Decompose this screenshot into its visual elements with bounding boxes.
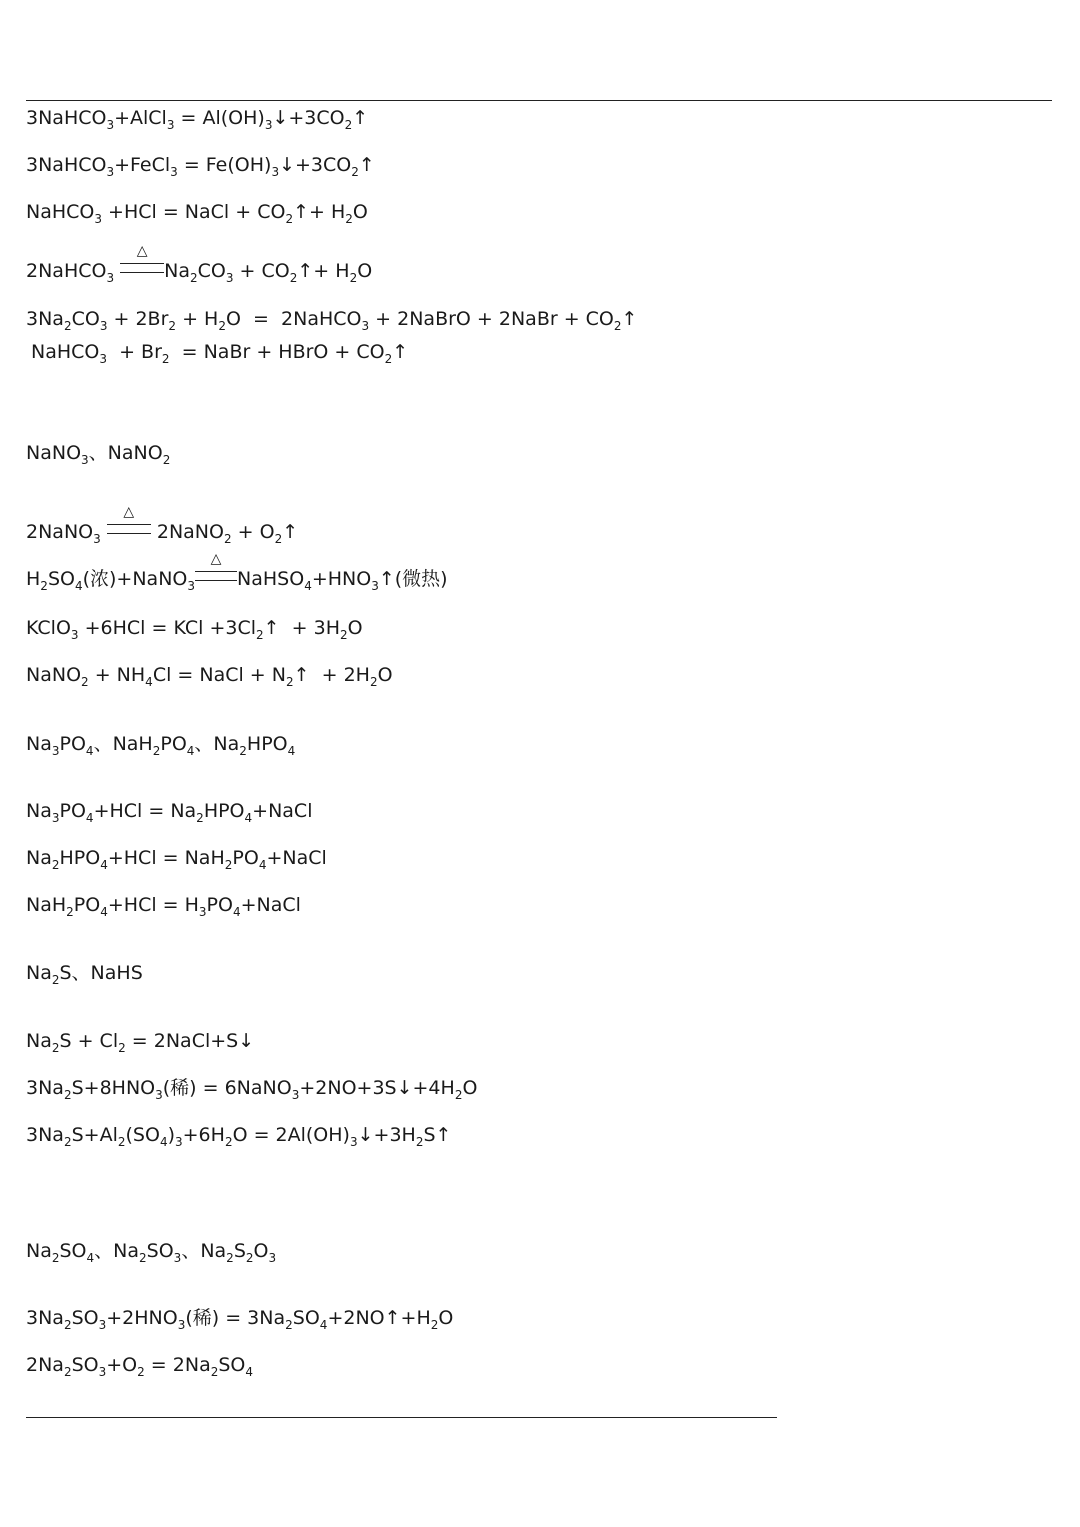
formula-text: SO — [292, 1307, 320, 1329]
subscript: 2 — [51, 973, 60, 987]
formula-text: O — [377, 664, 393, 686]
subscript: 2 — [196, 811, 204, 825]
top-divider — [26, 100, 1052, 101]
formula-text: +HCl = NaH — [107, 847, 225, 869]
subscript: 4 — [287, 744, 296, 758]
formula-text: SO — [59, 1240, 87, 1262]
formula-text: 3Na — [26, 1077, 64, 1099]
formula-text: = Al(OH) — [174, 107, 265, 129]
formula-text: O — [253, 1240, 269, 1262]
formula-text: + CO — [233, 260, 290, 282]
formula-text: = Fe(OH) — [177, 154, 272, 176]
equation-line — [26, 846, 327, 870]
subscript: 2 — [256, 628, 264, 642]
formula-text: = 2Na — [144, 1354, 211, 1376]
subscript: 3 — [225, 271, 234, 285]
formula-text: PO — [160, 733, 187, 755]
subscript: 3 — [177, 1318, 186, 1332]
formula-text: HPO — [203, 800, 245, 822]
formula-text: +6HCl = KCl +3Cl — [78, 617, 257, 639]
formula-text: +O — [106, 1354, 138, 1376]
subscript: 2 — [613, 319, 622, 333]
formula-text: Na — [26, 962, 52, 984]
formula-text: NaNO — [26, 442, 82, 464]
subscript: 2 — [285, 1318, 293, 1332]
formula-text: S+Al — [71, 1124, 118, 1146]
formula-text: Na — [26, 1030, 52, 1052]
subscript: 3 — [198, 905, 207, 919]
subscript: 2 — [168, 319, 177, 333]
equation-line — [26, 307, 637, 331]
subscript: 4 — [100, 858, 108, 872]
formula-text: 、NaH — [93, 733, 153, 755]
subscript: 2 — [161, 352, 170, 366]
equation-line — [26, 504, 299, 546]
subscript: 2 — [137, 1365, 145, 1379]
formula-text: 3NaHCO — [26, 107, 107, 129]
formula-text: Na — [26, 800, 52, 822]
formula-text: S+8HNO — [71, 1077, 156, 1099]
heating-condition-sign — [195, 551, 237, 581]
formula-text: Na — [26, 847, 52, 869]
formula-text: NaNO — [26, 664, 82, 686]
subscript: 2 — [289, 271, 298, 285]
subscript: 2 — [63, 1365, 72, 1379]
subscript: 3 — [175, 1135, 183, 1149]
subscript: 4 — [245, 1365, 254, 1379]
formula-text: NaHCO — [26, 201, 95, 223]
subscript: 2 — [51, 1041, 60, 1055]
subscript: 3 — [155, 1088, 163, 1102]
formula-text: ↑ — [352, 107, 369, 129]
formula-text: HPO — [246, 733, 288, 755]
subscript: 4 — [85, 811, 94, 825]
formula-text: Cl = NaCl + N — [152, 664, 286, 686]
formula-text: S↑ — [423, 1124, 452, 1146]
subscript: 2 — [239, 744, 247, 758]
formula-text: KClO — [26, 617, 71, 639]
equation-line — [26, 153, 375, 177]
formula-text: PO — [59, 800, 86, 822]
formula-text: ↑ + 2H — [293, 664, 370, 686]
formula-text: = 2NaCl+S↓ — [125, 1030, 255, 1052]
subscript: 2 — [63, 1318, 72, 1332]
subscript: 2 — [274, 532, 283, 546]
formula-text: (浓)+NaNO — [82, 568, 188, 590]
formula-text: 2NaHCO — [26, 260, 107, 282]
heat-triangle-icon: △ — [210, 551, 222, 567]
formula-text: S、NaHS — [59, 962, 143, 984]
subscript: 2 — [117, 1135, 126, 1149]
subscript: 2 — [351, 165, 359, 179]
formula-text: ↓+3CO — [279, 154, 352, 176]
subscript: 4 — [304, 579, 312, 593]
subscript: 3 — [70, 628, 79, 642]
subscript: 2 — [340, 628, 348, 642]
formula-text: SO — [71, 1354, 99, 1376]
formula-text: 3Na — [26, 1307, 64, 1329]
subscript: 3 — [98, 1318, 107, 1332]
formula-text: + O — [231, 521, 275, 543]
formula-text: PO — [73, 894, 101, 916]
formula-text: +HCl = H — [107, 894, 199, 916]
formula-text: SO — [218, 1354, 246, 1376]
subscript: 3 — [51, 744, 60, 758]
formula-text: +NaCl — [252, 800, 313, 822]
subscript: 3 — [93, 532, 101, 546]
subscript: 3 — [187, 579, 196, 593]
formula-text: H — [26, 568, 41, 590]
formula-text: + H — [176, 308, 219, 330]
equation-line — [31, 340, 408, 364]
formula-text: SO — [71, 1307, 99, 1329]
subscript: 2 — [345, 212, 353, 226]
formula-text: 3Na — [26, 308, 64, 330]
heating-condition-sign — [120, 243, 164, 273]
formula-text: 3Na — [26, 1124, 64, 1146]
subscript: 2 — [344, 118, 353, 132]
formula-text: O — [462, 1077, 478, 1099]
formula-text: (稀) = 6NaNO — [162, 1077, 292, 1099]
subscript: 2 — [51, 1251, 60, 1265]
formula-text: +HCl = NaCl + CO — [102, 201, 286, 223]
subscript: 2 — [224, 1135, 233, 1149]
formula-text: O — [438, 1307, 454, 1329]
equation-line — [26, 663, 393, 687]
subscript: 3 — [271, 165, 280, 179]
formula-text: 2Na — [26, 1354, 64, 1376]
formula-text: CO — [197, 260, 226, 282]
formula-text: ↑ — [358, 154, 375, 176]
subscript: 3 — [291, 1088, 300, 1102]
subscript: 2 — [384, 352, 393, 366]
subscript: 4 — [86, 1251, 95, 1265]
subscript: 2 — [223, 532, 232, 546]
formula-text: ↑ + 3H — [263, 617, 340, 639]
formula-text: ↑ — [282, 521, 299, 543]
subscript: 2 — [118, 1041, 126, 1055]
equation-line — [26, 551, 448, 593]
subscript: 4 — [159, 1135, 168, 1149]
formula-text: CO — [71, 308, 100, 330]
subscript: 2 — [63, 319, 72, 333]
subscript: 3 — [81, 453, 89, 467]
formula-text: 、NaNO — [88, 442, 163, 464]
formula-text: O = 2NaHCO — [225, 308, 362, 330]
equation-line — [26, 1306, 453, 1330]
formula-text: (SO — [125, 1124, 160, 1146]
equation-line — [26, 1123, 451, 1147]
formula-text: Na — [26, 1240, 52, 1262]
equation-line — [26, 1029, 254, 1053]
subscript: 4 — [85, 744, 94, 758]
equation-line — [26, 243, 373, 285]
formula-text: ↑+ H — [297, 260, 350, 282]
section-heading — [26, 441, 170, 465]
formula-text: 3NaHCO — [26, 154, 107, 176]
subscript: 3 — [106, 165, 115, 179]
formula-text: + NH — [88, 664, 146, 686]
formula-text: ↑ — [621, 308, 638, 330]
subscript: 3 — [106, 271, 115, 285]
formula-text: +NaCl — [240, 894, 301, 916]
formula-text: +HCl = Na — [93, 800, 197, 822]
formula-text: SO — [47, 568, 75, 590]
subscript: 2 — [81, 675, 89, 689]
equation-line — [26, 616, 363, 640]
formula-text: NaHSO — [237, 568, 305, 590]
equation-line — [26, 1353, 253, 1377]
formula-text: ↑ — [392, 341, 409, 363]
formula-text: PO — [59, 733, 86, 755]
formula-text: +AlCl — [114, 107, 167, 129]
subscript: 2 — [285, 212, 294, 226]
subscript: 4 — [232, 905, 241, 919]
subscript: 2 — [40, 579, 48, 593]
subscript: 2 — [152, 744, 161, 758]
heat-triangle-icon: △ — [136, 243, 148, 259]
heating-condition-sign — [107, 504, 151, 534]
subscript: 2 — [63, 1088, 72, 1102]
subscript: 4 — [100, 905, 108, 919]
formula-text: 、Na — [94, 1240, 140, 1262]
equation-line — [26, 106, 368, 130]
subscript: 4 — [319, 1318, 328, 1332]
subscript: 2 — [226, 1251, 234, 1265]
section-heading — [26, 1239, 276, 1263]
subscript: 2 — [162, 453, 171, 467]
formula-text: S + Cl — [59, 1030, 119, 1052]
subscript: 3 — [170, 165, 178, 179]
equation-line — [26, 799, 312, 823]
formula-text: +HNO — [311, 568, 372, 590]
subscript: 4 — [145, 675, 153, 689]
formula-text: SO — [146, 1240, 174, 1262]
subscript: 2 — [349, 271, 358, 285]
subscript: 4 — [258, 858, 267, 872]
formula-text: Na — [164, 260, 190, 282]
subscript: 3 — [98, 1365, 107, 1379]
subscript: 3 — [173, 1251, 182, 1265]
formula-text: +2NO↑+H — [327, 1307, 431, 1329]
formula-text: +6H — [182, 1124, 225, 1146]
subscript: 3 — [349, 1135, 358, 1149]
subscript: 2 — [430, 1318, 439, 1332]
heat-triangle-icon: △ — [123, 504, 135, 520]
subscript: 3 — [99, 319, 108, 333]
subscript: 2 — [369, 675, 378, 689]
subscript: 2 — [66, 905, 74, 919]
formula-text: + 2Br — [107, 308, 169, 330]
formula-text: O — [347, 617, 363, 639]
formula-text: +NaCl — [266, 847, 327, 869]
formula-text: ↓+3CO — [272, 107, 345, 129]
subscript: 2 — [51, 858, 60, 872]
formula-text: 2NaNO — [26, 521, 94, 543]
subscript: 2 — [224, 858, 233, 872]
formula-text: PO — [206, 894, 233, 916]
subscript: 3 — [264, 118, 273, 132]
subscript: 2 — [218, 319, 226, 333]
subscript: 4 — [74, 579, 83, 593]
subscript: 2 — [415, 1135, 424, 1149]
formula-text: ) — [167, 1124, 175, 1146]
equation-line — [26, 893, 301, 917]
formula-text: 、Na — [194, 733, 240, 755]
formula-text: 、Na — [181, 1240, 227, 1262]
section-heading — [26, 732, 295, 756]
formula-text: +2HNO — [106, 1307, 178, 1329]
formula-text: = NaBr + HBrO + CO — [169, 341, 385, 363]
formula-text: O — [357, 260, 373, 282]
subscript: 3 — [94, 212, 103, 226]
bottom-divider — [26, 1417, 777, 1418]
formula-text: +FeCl — [114, 154, 171, 176]
equation-line — [26, 200, 368, 224]
formula-text: NaH — [26, 894, 67, 916]
formula-text: (稀) = 3Na — [185, 1307, 286, 1329]
subscript: 2 — [190, 271, 198, 285]
formula-text: S — [233, 1240, 246, 1262]
formula-text: + Br — [107, 341, 162, 363]
subscript: 2 — [210, 1365, 219, 1379]
formula-text: ↓+3H — [357, 1124, 416, 1146]
subscript: 2 — [245, 1251, 254, 1265]
subscript: 3 — [99, 352, 108, 366]
formula-text: O — [352, 201, 368, 223]
formula-text: PO — [232, 847, 259, 869]
subscript: 3 — [166, 118, 175, 132]
subscript: 2 — [63, 1135, 72, 1149]
subscript: 2 — [139, 1251, 147, 1265]
section-heading — [26, 961, 143, 985]
subscript: 2 — [454, 1088, 463, 1102]
subscript: 2 — [285, 675, 294, 689]
formula-text: HPO — [59, 847, 101, 869]
subscript: 4 — [186, 744, 195, 758]
subscript: 3 — [371, 579, 379, 593]
formula-text: 2NaNO — [150, 521, 224, 543]
equation-line — [26, 1076, 477, 1100]
formula-text: ↑(微热) — [378, 568, 448, 590]
formula-text: +2NO+3S↓+4H — [299, 1077, 455, 1099]
subscript: 4 — [244, 811, 253, 825]
formula-text: ↑+ H — [293, 201, 346, 223]
subscript: 3 — [361, 319, 370, 333]
formula-text: Na — [26, 733, 52, 755]
subscript: 3 — [106, 118, 115, 132]
subscript: 3 — [51, 811, 60, 825]
subscript: 3 — [268, 1251, 277, 1265]
formula-text: O = 2Al(OH) — [232, 1124, 350, 1146]
formula-text: + 2NaBrO + 2NaBr + CO — [369, 308, 614, 330]
formula-text: NaHCO — [31, 341, 100, 363]
